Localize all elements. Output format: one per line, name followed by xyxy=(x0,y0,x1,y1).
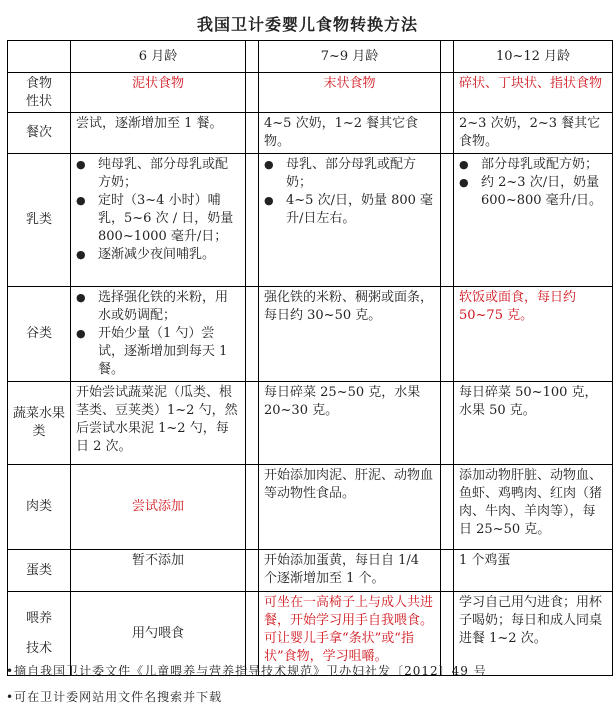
cell: 泥状食物 xyxy=(71,73,246,113)
cell xyxy=(454,154,613,287)
cell: 碎状、丁块状、指状食物 xyxy=(454,73,613,113)
cell: 开始添加肉泥、肝泥、动物血等动物性食品。 xyxy=(259,465,441,550)
cell: 软饭或面食，每日约 50~75 克。 xyxy=(454,287,613,382)
bullet-item: ● 逐渐减少夜间哺乳。 xyxy=(76,246,240,264)
cell: 尝试，逐渐增加至 1 餐。 xyxy=(71,113,246,154)
row-label: 餐次 xyxy=(8,113,71,154)
bullet-item: ● 选择强化铁的米粉，用水或奶调配； xyxy=(76,289,240,325)
row-label: 谷类 xyxy=(8,287,71,382)
row-label: 蛋类 xyxy=(8,550,71,592)
page-title: 我国卫计委婴儿食物转换方法 xyxy=(196,15,418,34)
table-row xyxy=(8,465,613,550)
header-row xyxy=(8,41,613,73)
row-label: 乳类 xyxy=(8,154,71,287)
cell: 强化铁的米粉、稠粥或面条，每日约 30~50 克。 xyxy=(259,287,441,382)
bullet-item: ● 约 2~3 次/日，奶量 600~800 毫升/日。 xyxy=(459,174,607,210)
header-6m: 6 月龄 xyxy=(71,41,246,73)
header-10-12m: 10~12 月龄 xyxy=(454,41,613,73)
header-blank xyxy=(8,41,71,73)
table-row xyxy=(8,382,613,465)
cell xyxy=(71,154,246,287)
food-transition-table xyxy=(7,40,613,676)
cell xyxy=(71,287,246,382)
cell: 1 个鸡蛋 xyxy=(454,550,613,592)
bullet-item: ● 部分母乳或配方奶； xyxy=(459,156,607,174)
row-label: 喂养技术 xyxy=(8,592,71,676)
bullet-item: ● 纯母乳、部分母乳或配方奶； xyxy=(76,156,240,192)
table-row xyxy=(8,113,613,154)
cell: 每日碎菜 50~100 克，水果 50 克。 xyxy=(454,382,613,465)
cell: 开始尝试蔬菜泥（瓜类、根茎类、豆荚类）1~2 勺，然后尝试水果泥 1~2 勺，每日 2 次。 xyxy=(71,382,246,465)
cell: 末状食物 xyxy=(259,73,441,113)
bullet-item: ● 开始少量（1 勺）尝试，逐渐增加到每天 1 餐。 xyxy=(76,325,240,379)
header-7-9m: 7~9 月龄 xyxy=(259,41,441,73)
footnote-download: •可在卫计委网站用文件名搜索并下载 xyxy=(6,690,223,704)
cell: 开始添加蛋黄，每日自 1/4 个逐渐增加至 1 个。 xyxy=(259,550,441,592)
cell: 添加动物肝脏、动物血、鱼虾、鸡鸭肉、红肉（猪肉、牛肉、羊肉等），每日 25~50 克。 xyxy=(454,465,613,550)
bullet-item: ● 4~5 次/日，奶量 800 毫升/日左右。 xyxy=(264,192,435,228)
row-label: 肉类 xyxy=(8,465,71,550)
cell: 用勺喂食 xyxy=(71,592,246,676)
cell: 尝试添加 xyxy=(71,465,246,550)
table-row xyxy=(8,154,613,287)
cell: 暂不添加 xyxy=(71,550,246,592)
table-row xyxy=(8,287,613,382)
cell xyxy=(259,154,441,287)
row-label: 食物性状 xyxy=(8,73,71,113)
row-label: 蔬菜水果类 xyxy=(8,382,71,465)
table-row xyxy=(8,550,613,592)
cell: 可坐在一高椅子上与成人共进餐，开始学习用手自我喂食。可让婴儿手拿“条状”或“指状”食物，学习咀嚼。 xyxy=(259,592,441,676)
cell: 4~5 次奶，1~2 餐其它食物。 xyxy=(259,113,441,154)
cell: 2~3 次奶，2~3 餐其它食物。 xyxy=(454,113,613,154)
bullet-item: ● 定时（3~4 小时）哺乳，5~6 次 / 日，奶量 800~1000 毫升/日； xyxy=(76,192,240,246)
footnote-source: •摘自我国卫计委文件《儿童喂养与营养指导技术规范》卫办妇社发〔2012〕49 号 xyxy=(6,664,487,678)
table-row xyxy=(8,73,613,113)
bullet-item: ● 母乳、部分母乳或配方奶； xyxy=(264,156,435,192)
cell: 学习自己用勺进食；用杯子喝奶；每日和成人同桌进餐 1~2 次。 xyxy=(454,592,613,676)
cell: 每日碎菜 25~50 克，水果 20~30 克。 xyxy=(259,382,441,465)
